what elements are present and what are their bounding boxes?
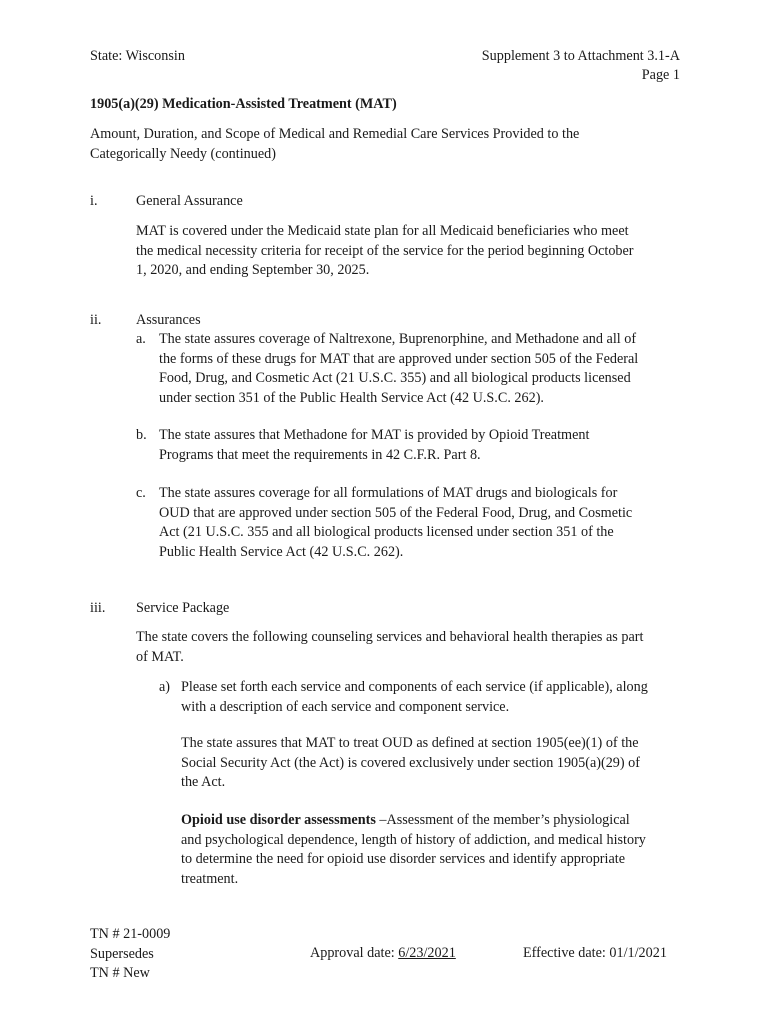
paragraph-line: MAT is covered under the Medicaid state plan for all Medicaid beneficiaries who meet	[136, 223, 629, 239]
paragraph-line: OUD that are approved under section 505 of the Federal Food, Drug, and Cosmetic	[159, 504, 633, 521]
assurance-item-a	[159, 330, 638, 408]
section-iii-numeral: iii.	[90, 600, 106, 616]
section-i-paragraph	[136, 222, 634, 281]
intro-line: Categorically Needy (continued)	[90, 145, 276, 162]
section-ii-heading: Assurances	[136, 312, 201, 328]
paragraph-line: Social Security Act (the Act) is covered exclusively under section 1905(a)(29) of	[181, 754, 640, 771]
paragraph-line: to determine the need for opioid use disorder services and identify appropriate	[181, 851, 625, 868]
footer-tn: TN # 21-0009	[90, 926, 171, 942]
item-marker-a: a.	[136, 331, 146, 347]
section-i-heading: General Assurance	[136, 193, 243, 209]
footer-effective-date: Effective date: 01/1/2021	[523, 945, 667, 961]
header-state: State: Wisconsin	[90, 48, 185, 64]
intro-line: Amount, Duration, and Scope of Medical and Remedial Care Services Provided to the	[90, 126, 580, 142]
footer-tn-previous: TN # New	[90, 965, 150, 982]
paragraph-line: the forms of these drugs for MAT that are approved under section 505 of the Federal	[159, 350, 639, 367]
paragraph-line: and psychological dependence, length of history of addiction, and medical history	[181, 831, 646, 848]
paragraph-line: treatment.	[181, 870, 239, 887]
assurance-item-c	[159, 484, 632, 562]
item-marker-a-paren: a)	[159, 679, 171, 695]
paragraph-line: 1, 2020, and ending September 30, 2025.	[136, 262, 370, 279]
section-title: 1905(a)(29) Medication-Assisted Treatment (MAT)	[90, 96, 397, 112]
paragraph-line: The state assures that Methadone for MAT is provided by Opioid Treatment	[159, 427, 590, 443]
assurance-item-b	[159, 426, 589, 465]
paragraph-line: Food, Drug, and Cosmetic Act (21 U.S.C. 355) and all biological products licensed	[159, 370, 631, 387]
approval-label: Approval date:	[310, 945, 399, 961]
footer-tn-block	[90, 925, 170, 984]
oud-assessment-definition: –Assessment of the member’s physiological	[375, 812, 630, 828]
header-supplement: Supplement 3 to Attachment 3.1-A	[481, 48, 680, 64]
service-item-a-assurance	[181, 734, 640, 793]
paragraph-line: of MAT.	[136, 648, 184, 665]
paragraph-line: Please set forth each service and components of each service (if applicable), along	[181, 679, 648, 695]
paragraph-line: the medical necessity criteria for receipt of the service for the period beginning October	[136, 242, 634, 259]
service-item-a	[181, 678, 648, 717]
oud-assessment-term: Opioid use disorder assessments	[181, 812, 376, 828]
paragraph-line: The state assures coverage for all formulations of MAT drugs and biologicals for	[159, 485, 618, 501]
paragraph-line: The state covers the following counseling services and behavioral health therapies as part	[136, 629, 644, 645]
section-iii-heading: Service Package	[136, 600, 230, 616]
paragraph-line: Programs that meet the requirements in 42 C.F.R. Part 8.	[159, 446, 481, 463]
item-marker-c: c.	[136, 485, 146, 501]
oud-assessment-paragraph	[181, 811, 646, 889]
footer-approval	[310, 944, 456, 964]
paragraph-line: The state assures that MAT to treat OUD as defined at section 1905(ee)(1) of the	[181, 735, 639, 751]
approval-date: 6/23/2021	[398, 945, 456, 961]
footer-supersedes: Supersedes	[90, 945, 154, 962]
paragraph-line: The state assures coverage of Naltrexone, Buprenorphine, and Methadone and all of	[159, 331, 637, 347]
header-page-number: Page 1	[641, 67, 680, 83]
paragraph-line: Act (21 U.S.C. 355 and all biological products licensed under section 351 of the	[159, 524, 614, 541]
item-marker-b: b.	[136, 427, 147, 443]
paragraph-line: with a description of each service and component service.	[181, 698, 510, 715]
section-i-numeral: i.	[90, 193, 98, 209]
paragraph-line: the Act.	[181, 774, 226, 791]
paragraph-line: Public Health Service Act (42 U.S.C. 262).	[159, 543, 404, 560]
section-iii-intro	[136, 628, 643, 667]
intro-paragraph	[90, 125, 579, 164]
paragraph-line	[181, 811, 646, 831]
section-ii-numeral: ii.	[90, 312, 102, 328]
paragraph-line: under section 351 of the Public Health Service Act (42 U.S.C. 262).	[159, 389, 544, 406]
